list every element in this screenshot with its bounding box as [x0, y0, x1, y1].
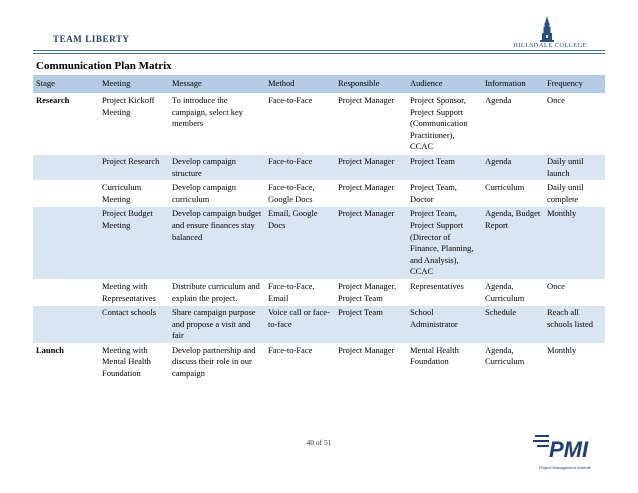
information-cell: Agenda, Curriculum — [482, 343, 544, 381]
header-rule — [33, 50, 605, 51]
table-row — [33, 306, 605, 344]
table-row — [33, 279, 605, 305]
information-cell: Agenda, Curriculum — [482, 279, 544, 305]
matrix-title: Communication Plan Matrix — [36, 60, 172, 72]
page-number: 40 of 51 — [306, 438, 332, 447]
frequency-cell: Reach all schools listed — [544, 306, 605, 344]
meeting-cell: Project Research — [99, 154, 169, 180]
stage-cell: Launch — [33, 343, 99, 381]
responsible-cell: Project Manager — [335, 154, 407, 180]
stage-cell: Research — [33, 94, 99, 155]
header-rule-secondary — [33, 53, 605, 54]
information-cell: Curriculum — [482, 181, 544, 207]
table-header-row — [33, 75, 605, 94]
column-header: Stage — [33, 75, 99, 94]
meeting-cell: Meeting with Mental Health Foundation — [99, 343, 169, 381]
table-row — [33, 154, 605, 180]
method-cell: Face-to-Face — [265, 343, 335, 381]
message-cell: Distribute curriculum and explain the project. — [169, 279, 265, 305]
column-header: Method — [265, 75, 335, 94]
information-cell: Agenda, Budget Report — [482, 207, 544, 280]
audience-cell: School Administrator — [407, 306, 482, 344]
pmi-caption: Project Management Institute — [538, 465, 592, 470]
stage-cell — [33, 306, 99, 344]
message-cell: Develop campaign budget and ensure finances stay balanced — [169, 207, 265, 280]
table-row — [33, 343, 605, 381]
responsible-cell: Project Manager — [335, 343, 407, 381]
stage-cell — [33, 279, 99, 305]
frequency-cell: Once — [544, 94, 605, 155]
header-title: TEAM LIBERTY — [53, 34, 130, 44]
tower-icon — [537, 16, 557, 42]
meeting-cell: Meeting with Representatives — [99, 279, 169, 305]
pmi-logo — [533, 431, 597, 471]
information-cell: Agenda — [482, 94, 544, 155]
audience-cell: Representatives — [407, 279, 482, 305]
svg-text:PMI: PMI — [549, 437, 589, 462]
stage-cell — [33, 207, 99, 280]
responsible-cell: Project Manager — [335, 207, 407, 280]
frequency-cell: Daily until launch — [544, 154, 605, 180]
column-header: Message — [169, 75, 265, 94]
meeting-cell: Project Kickoff Meeting — [99, 94, 169, 155]
hillsdale-logo — [507, 16, 587, 50]
pmi-logo-icon — [533, 431, 597, 465]
message-cell: Develop partnership and discuss their role in our campaign — [169, 343, 265, 381]
stage-cell — [33, 154, 99, 180]
meeting-cell: Contact schools — [99, 306, 169, 344]
logo-text: HILLSDALE COLLEGE — [513, 42, 587, 49]
message-cell: Develop campaign structure — [169, 154, 265, 180]
svg-text:.: . — [590, 436, 592, 442]
table-row — [33, 94, 605, 155]
column-header: Frequency — [544, 75, 605, 94]
frequency-cell: Monthly — [544, 343, 605, 381]
responsible-cell: Project Manager, Project Team — [335, 279, 407, 305]
audience-cell: Project Team, Project Support (Director of Finance, Planning, and Analysis), CCAC — [407, 207, 482, 280]
table-row — [33, 207, 605, 280]
responsible-cell: Project Manager — [335, 181, 407, 207]
responsible-cell: Project Manager — [335, 94, 407, 155]
method-cell: Face-to-Face, Google Docs — [265, 181, 335, 207]
table-row — [33, 181, 605, 207]
meeting-cell: Project Budget Meeting — [99, 207, 169, 280]
audience-cell: Project Team — [407, 154, 482, 180]
information-cell: Schedule — [482, 306, 544, 344]
audience-cell: Project Sponsor, Project Support (Communication Practitioner), CCAC — [407, 94, 482, 155]
method-cell: Email, Google Docs — [265, 207, 335, 280]
method-cell: Face-to-Face — [265, 154, 335, 180]
column-header: Responsible — [335, 75, 407, 94]
meeting-cell: Curriculum Meeting — [99, 181, 169, 207]
frequency-cell: Daily until complete — [544, 181, 605, 207]
message-cell: Share campaign purpose and propose a visit and fair — [169, 306, 265, 344]
responsible-cell: Project Team — [335, 306, 407, 344]
message-cell: To introduce the campaign, select key members — [169, 94, 265, 155]
audience-cell: Mental Health Foundation — [407, 343, 482, 381]
method-cell: Voice call or face-to-face — [265, 306, 335, 344]
column-header: Information — [482, 75, 544, 94]
frequency-cell: Once — [544, 279, 605, 305]
frequency-cell: Monthly — [544, 207, 605, 280]
audience-cell: Project Team, Doctor — [407, 181, 482, 207]
information-cell: Agenda — [482, 154, 544, 180]
column-header: Meeting — [99, 75, 169, 94]
message-cell: Develop campaign curriculum — [169, 181, 265, 207]
method-cell: Face-to-Face — [265, 94, 335, 155]
column-header: Audience — [407, 75, 482, 94]
method-cell: Face-to-Face, Email — [265, 279, 335, 305]
stage-cell — [33, 181, 99, 207]
communication-matrix-table — [33, 75, 605, 382]
